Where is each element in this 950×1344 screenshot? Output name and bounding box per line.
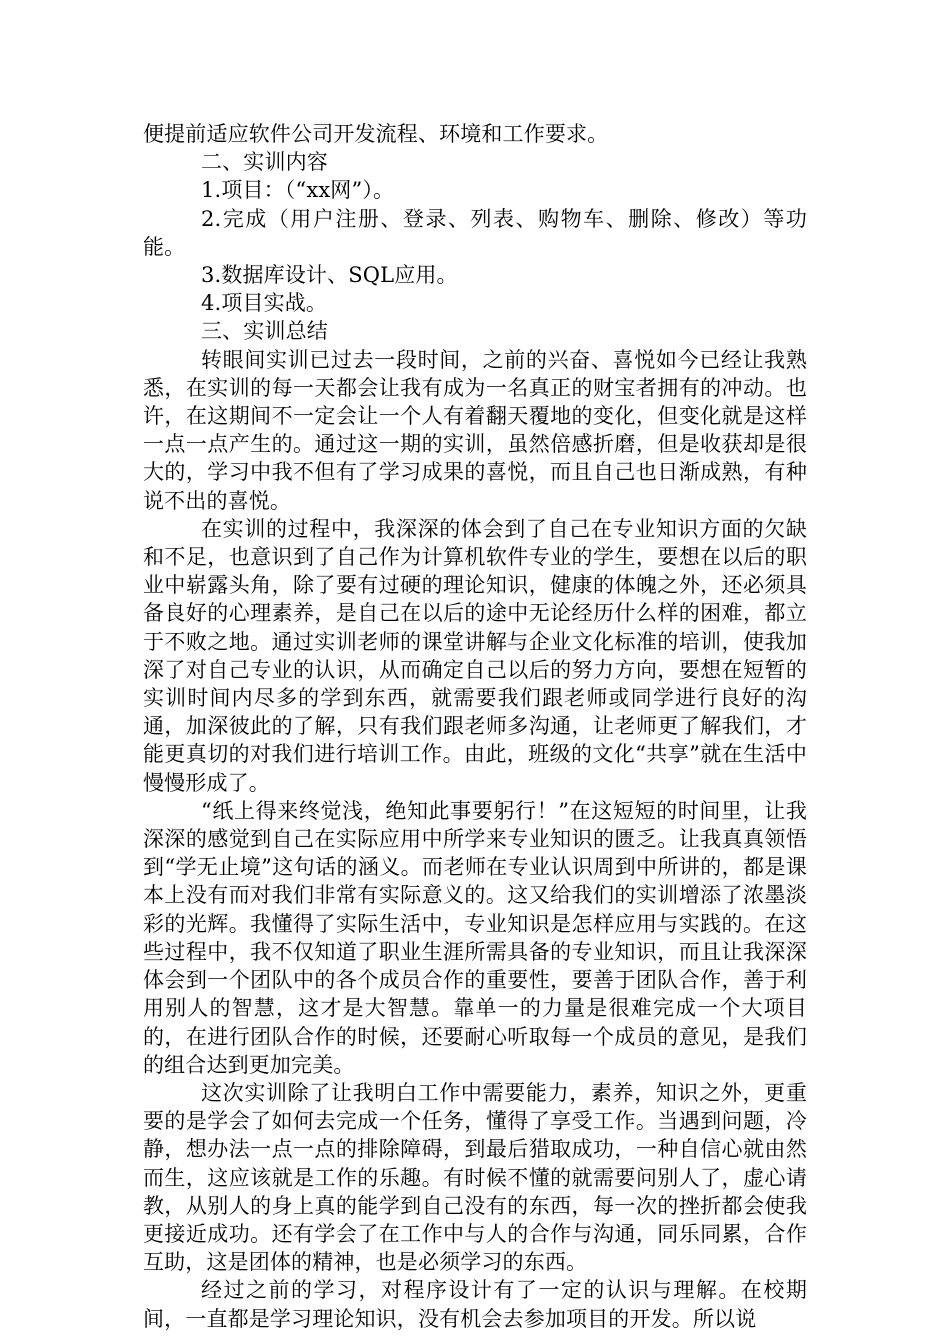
list-item-project: 1.项目：（“xx网”）。 — [201, 178, 395, 203]
list-item-database: 3.数据库设计、SQL应用。 — [201, 263, 458, 288]
body-paragraph: 在实训的过程中，我深深的体会到了自己在专业知识方面的欠缺和不足，也意识到了自己作为计算机软件专业的学生，要想在以后的职业中崭露头角，除了要有过硬的理论知识，健康的体魄之外，还必须具备良好的心理素养，是自己在以后的途中无论经历什么样的困难，都立于不败之地。通过实训老师的课堂讲解与企业文化标准的培训，使我加深了对自己专业的认识，从而确定自己以后的努力方向，要想在短暂的实训时间内尽多的学到东西，就需要我们跟老师或同学进行良好的沟通，加深彼此的了解，只有我们跟老师多沟通，让老师更了解我们，才能更真切的对我们进行培训工作。由此，班级的文化“共享”就在生活中慢慢形成了。 — [143, 516, 807, 795]
paragraph-continuation: 便提前适应软件公司开发流程、环境和工作要求。 — [143, 122, 609, 146]
document-page — [143, 120, 807, 1333]
section-heading-summary: 三、实训总结 — [201, 319, 328, 344]
body-paragraph: 经过之前的学习，对程序设计有了一定的认识与理解。在校期间，一直都是学习理论知识，没有机会去参加项目的开发。所以说 — [143, 1278, 807, 1331]
body-paragraph: “纸上得来终觉浅，绝知此事要躬行！”在这短短的时间里，让我深深的感觉到自己在实际应用中所学来专业知识的匮乏。让我真真领悟到“学无止境”这句话的涵义。而老师在专业认识周到中所讲的，都是课本上没有而对我们非常有实际意义的。这又给我们的实训增添了浓墨淡彩的光辉。我懂得了实际生活中，专业知识是怎样应用与实践的。在这些过程中，我不仅知道了职业生涯所需具备的专业知识，而且让我深深体会到一个团队中的各个成员合作的重要性，要善于团队合作，善于利用别人的智慧，这才是大智慧。靠单一的力量是很难完成一个大项目的，在进行团队合作的时候，还要耐心听取每一个成员的意见，是我们的组合达到更加完美。 — [143, 798, 807, 1077]
list-item-practice: 4.项目实战。 — [201, 291, 328, 316]
body-paragraph: 转眼间实训已过去一段时间，之前的兴奋、喜悦如今已经让我熟悉，在实训的每一天都会让我有成为一名真正的财宝者拥有的冲动。也许，在这期间不一定会让一个人有着翻天覆地的变化，但变化就是这样一点一点产生的。通过这一期的实训，虽然倍感折磨，但是收获却是很大的，学习中我不但有了学习成果的喜悦，而且自己也日渐成熟，有种说不出的喜悦。 — [143, 347, 807, 513]
list-item-features: 2.完成（用户注册、登录、列表、购物车、删除、修改）等功能。 — [143, 206, 807, 259]
section-heading-content: 二、实训内容 — [201, 150, 328, 175]
body-paragraph: 这次实训除了让我明白工作中需要能力，素养，知识之外，更重要的是学会了如何去完成一个任务，懂得了享受工作。当遇到问题，冷静，想办法一点一点的排除障碍，到最后猎取成功，一种自信心就由然而生，这应该就是工作的乐趣。有时候不懂的就需要问别人了，虚心请教，从别人的身上真的能学到自己没有的东西，每一次的挫折都会使我更接近成功。还有学会了在工作中与人的合作与沟通，同乐同累，合作互助，这是团体的精神，也是必须学习的东西。 — [143, 1080, 807, 1275]
